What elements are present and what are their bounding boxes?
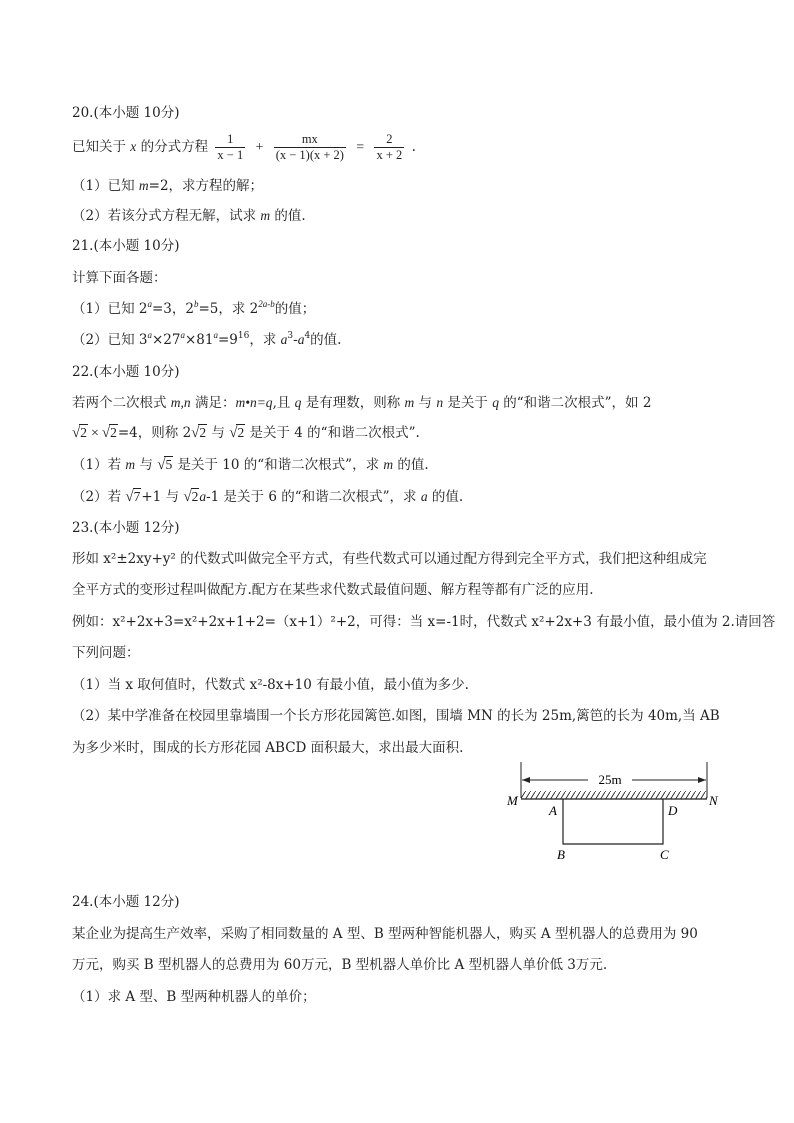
q23-part2-line1: （2）某中学准备在校园里靠墙围一个长方形花园篱笆.如图，围墙 MN 的长为 25m,篱笆的长为 40m,当 AB xyxy=(72,708,720,724)
q24-part1: （1）求 A 型、B 型两种机器人的单价； xyxy=(72,989,316,1005)
dimension-label: 25m xyxy=(598,772,622,787)
q22-line1: 若两个二次根式 m,n 满足：m•n=q,且 q 是有理数，则称 m 与 n 是关于 q 的“和谐二次根式”，如 2 xyxy=(72,395,652,411)
q23-line3: 例如：x²+2x+3=x²+2x+1+2=（x+1）²+2，可得：当 x=-1时，代数式 x²+2x+3 有最小值，最小值为 2.请回答 xyxy=(72,614,776,630)
q20-part1: （1）已知 m=2，求方程的解； xyxy=(72,178,264,194)
label-D: D xyxy=(668,803,678,818)
arrowhead-right xyxy=(698,777,706,783)
q20-stem-prefix: 已知关于 xyxy=(72,139,126,155)
label-N: N xyxy=(709,793,718,808)
label-B: B xyxy=(557,847,565,862)
q21-part1: （1）已知 $2^a=3$，$2^b=5$，求 $2^{2a-b}$的值； xyxy=(72,299,316,317)
q22-part2: （2）若 √7+1 与 √2a-1 是关于 6 的“和谐二次根式”，求 a 的值. xyxy=(72,489,464,505)
q20-header: 20.(本小题 10分) xyxy=(72,105,180,121)
q22-header: 22.(本小题 10分) xyxy=(72,364,180,380)
q24-line1: 某企业为提高生产效率，采购了相同数量的 A 型、B 型两种智能机器人，购买 A 型机器人的总费用为 90 xyxy=(72,926,698,942)
label-C: C xyxy=(660,847,669,862)
garden-figure xyxy=(500,760,730,865)
q24-header: 24.(本小题 12分) xyxy=(72,894,180,910)
arrowhead-left xyxy=(522,777,530,783)
q20-fraction-1: $\frac{1}{x - 1}$ xyxy=(217,132,244,162)
q20-fraction-3: $\frac{2}{x + 2}$ xyxy=(376,132,403,162)
q20-equals: = xyxy=(356,140,365,155)
wall-hatching xyxy=(521,791,707,799)
q20-var-x: x xyxy=(130,139,137,154)
q20-stem xyxy=(72,132,416,163)
q23-line4: 下列问题： xyxy=(72,645,140,661)
q21-stem: 计算下面各题： xyxy=(72,270,167,286)
q22-part1: （1）若 m 与 √5 是关于 10 的“和谐二次根式”，求 m 的值. xyxy=(72,457,429,473)
q23-part2-line2: 为多少米时，围成的长方形花园 ABCD 面积最大，求出最大面积. xyxy=(72,740,464,756)
q20-stem-mid: 的分式方程 xyxy=(140,139,209,155)
q23-header: 23.(本小题 12分) xyxy=(72,520,180,536)
garden-fence xyxy=(563,799,663,844)
q23-part1: （1）当 x 取何值时，代数式 x²-8x+10 有最小值，最小值为多少. xyxy=(72,677,469,693)
q21-part2: （2）已知 $3^a\times 27^a\times 81^a=9^{16}$，求 $a^3-a^4$的值. xyxy=(72,330,342,348)
label-M: M xyxy=(507,793,518,808)
q23-line2: 全平方式的变形过程叫做配方.配方在某些求代数式最值问题、解方程等都有广泛的应用. xyxy=(72,582,594,598)
q20-fraction-2: $\frac{mx}{(x - 1)(x + 2)}$ xyxy=(275,132,344,162)
q22-line2: √2 × √2=4，则称 2√2 与 √2 是关于 4 的“和谐二次根式”. xyxy=(72,425,420,441)
q21-header: 21.(本小题 10分) xyxy=(72,238,180,254)
q20-plus: + xyxy=(255,140,264,155)
q20-part2: （2）若该分式方程无解，试求 m 的值. xyxy=(72,208,306,224)
label-A: A xyxy=(549,803,557,818)
q20-eq-end: . xyxy=(411,139,416,155)
q24-line2: 万元，购买 B 型机器人的总费用为 60万元，B 型机器人单价比 A 型机器人单价低 3万元. xyxy=(72,957,608,973)
q23-line1: 形如 x²±2xy+y² 的代数式叫做完全平方式，有些代数式可以通过配方得到完全平方式，我们把这种组成完 xyxy=(72,551,707,567)
